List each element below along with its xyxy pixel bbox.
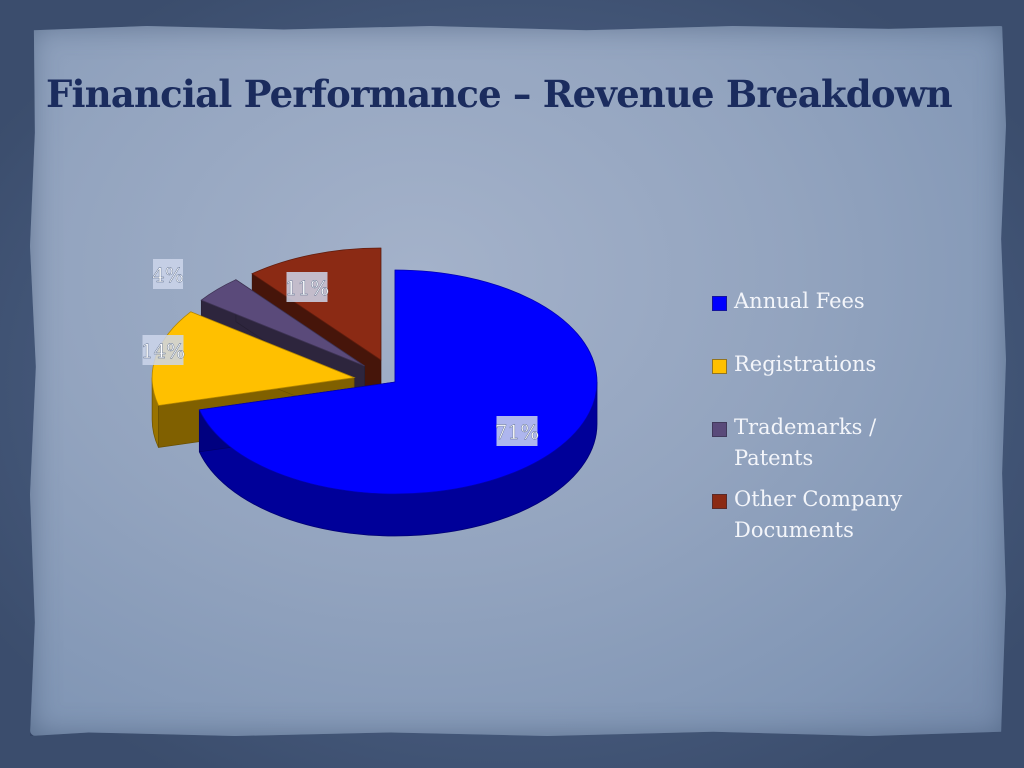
data-label: 11%	[284, 276, 330, 300]
legend-label: Registrations	[734, 352, 877, 376]
legend-label: Trademarks / Patents	[734, 415, 877, 470]
slide-title: Financial Performance – Revenue Breakdown	[46, 72, 952, 116]
legend-swatch	[712, 422, 727, 437]
legend-swatch	[712, 296, 727, 311]
legend-item-other-documents	[712, 484, 924, 546]
legend-label: Other Company Documents	[734, 487, 903, 542]
data-label: 71%	[494, 420, 540, 444]
data-label: 4%	[152, 263, 184, 287]
chart-legend	[712, 286, 952, 556]
data-label: 14%	[140, 339, 186, 363]
legend-swatch	[712, 359, 727, 374]
legend-item-trademarks	[712, 412, 894, 474]
legend-label: Annual Fees	[734, 289, 865, 313]
legend-swatch	[712, 494, 727, 509]
legend-item-annual-fees	[712, 286, 952, 317]
legend-item-registrations	[712, 349, 952, 380]
